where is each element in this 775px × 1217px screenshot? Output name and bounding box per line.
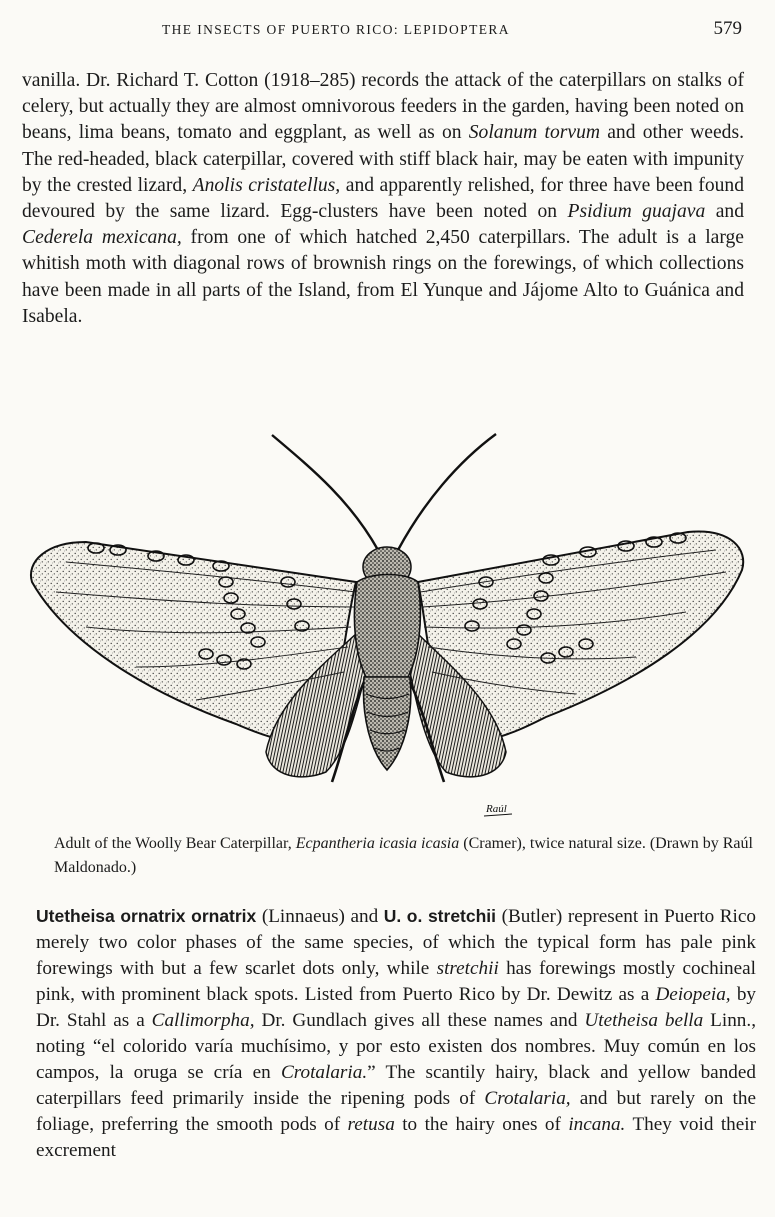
artist-signature: Raúl — [486, 803, 507, 815]
running-title: THE INSECTS OF PUERTO RICO: LEPIDOPTERA — [162, 22, 510, 37]
bold-term: Utetheisa ornatrix ornatrix — [36, 906, 257, 926]
text-run: Adult of the Woolly Bear Caterpillar, — [54, 835, 296, 852]
bold-term: U. o. stretchii — [383, 906, 497, 926]
body-paragraph-top — [22, 68, 744, 330]
italic-term: Utetheisa bella — [584, 1010, 704, 1031]
italic-term: Deiopeia, — [655, 984, 731, 1005]
page-number: 579 — [713, 18, 742, 39]
text-run: vanilla. Dr. Richard T. Cotton (1918–285) records the attack of the caterpillars on stalks of celery, but actually they are almost omnivorous feeders in the garden, having been noted on beans, lima beans, tomato and eggplant, as well as on — [22, 70, 744, 144]
text-run: (Butler) represent in Puerto Rico merely two color phases of the same species, of which the typical form has pale pink forewings with but a few scarlet dots only, while — [36, 906, 756, 979]
text-run: to the hairy ones of — [394, 1114, 569, 1135]
text-run: They void their excrement — [36, 1114, 756, 1161]
italic-term: Callimorpha, — [151, 1010, 255, 1031]
text-run: and — [705, 201, 744, 223]
moth-thorax — [354, 575, 420, 678]
text-run: ” The scantily hairy, black and yellow banded caterpillars feed primarily inside the ripening pods of — [36, 1062, 756, 1109]
text-run: and other weeds. The red-headed, black caterpillar, covered with stiff black hair, may be eaten with impunity by the crested lizard, — [22, 122, 744, 196]
figure-caption — [28, 832, 754, 880]
right-antenna — [398, 434, 496, 550]
italic-term: Cederela mexicana, — [22, 227, 182, 249]
italic-term: Psidium guajava — [567, 201, 706, 223]
text-run: by Dr. Stahl as a — [36, 984, 757, 1031]
text-run: (Cramer), twice natural size. (Drawn by Raúl Maldonado.) — [54, 835, 753, 876]
text-run: (Linnaeus) and — [256, 906, 384, 927]
italic-term: stretchii — [436, 958, 499, 979]
body-paragraph-bottom — [36, 903, 756, 1164]
moth-drawing — [26, 432, 748, 824]
paragraph-text — [36, 903, 756, 1164]
caption-text — [28, 832, 754, 880]
italic-term: Crotalaria, — [484, 1088, 571, 1109]
moth-abdomen — [363, 677, 410, 770]
italic-term: Ecpantheria icasia icasia — [295, 835, 460, 852]
italic-term: Anolis cristatellus, — [192, 174, 341, 196]
text-run: and apparently relished, for three have been found devoured by the same lizard. Egg-clusters have been noted on — [22, 174, 745, 223]
text-run: has forewings mostly cochineal pink, with prominent black spots. Listed from Puerto Rico by Dr. Dewitz as a — [36, 958, 757, 1005]
moth-illustration — [26, 432, 748, 824]
left-antenna — [272, 435, 378, 550]
text-run: and but rarely on the foliage, preferring the smooth pods of — [36, 1088, 756, 1135]
text-run: from one of which hatched 2,450 caterpillars. The adult is a large whitish moth with diagonal rows of brownish rings on the forewings, of which collections have been made in all parts of the Island, from El Yunque and Jájome Alto to Guánica and Isabela. — [22, 227, 744, 327]
italic-term: Solanum torvum — [468, 122, 601, 144]
italic-term: incana. — [568, 1114, 626, 1135]
italic-term: retusa — [347, 1114, 395, 1135]
italic-term: Crotalaria. — [280, 1062, 368, 1083]
running-head — [0, 18, 775, 48]
text-run: Dr. Gundlach gives all these names and — [254, 1010, 585, 1031]
text-run: Linn., noting “el colorido varía muchísimo, y por esto existen dos nombres. Muy común en los campos, la oruga se cría en — [36, 1010, 756, 1083]
